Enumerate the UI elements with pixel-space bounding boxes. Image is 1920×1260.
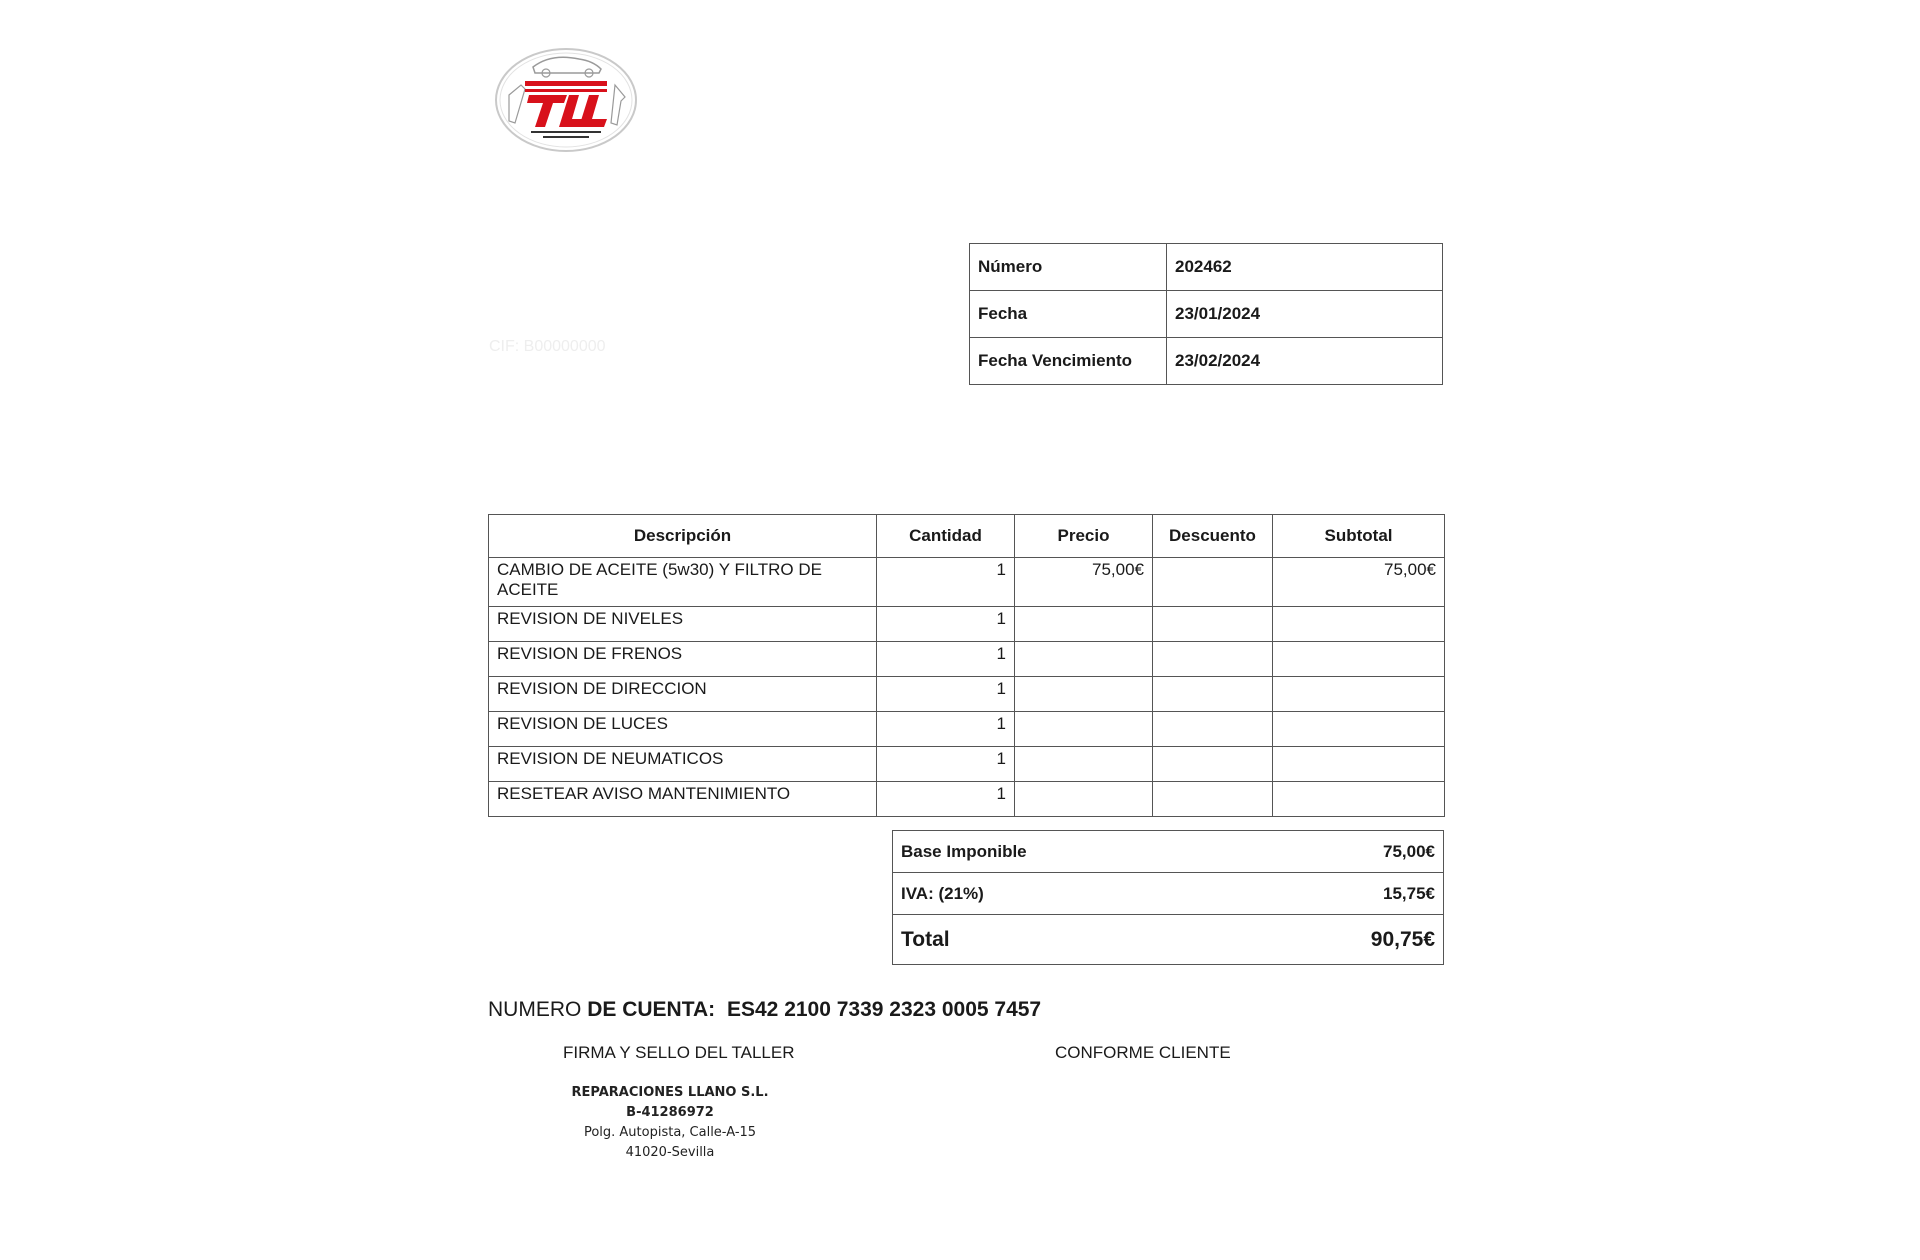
item-subtotal <box>1273 782 1445 817</box>
item-subtotal <box>1273 677 1445 712</box>
stamp-postal-city: 41020-Sevilla <box>625 1145 715 1160</box>
item-quantity: 1 <box>877 558 1015 607</box>
item-price <box>1015 642 1153 677</box>
account-label: DE CUENTA: <box>587 998 716 1021</box>
item-description: REVISION DE NIVELES <box>489 607 877 642</box>
col-header-description: Descripción <box>489 515 877 558</box>
item-discount <box>1153 712 1273 747</box>
item-price: 75,00€ <box>1015 558 1153 607</box>
col-header-discount: Descuento <box>1153 515 1273 558</box>
table-row <box>489 558 1445 607</box>
table-row <box>489 677 1445 712</box>
item-subtotal <box>1273 712 1445 747</box>
item-description: REVISION DE FRENOS <box>489 642 877 677</box>
item-description: REVISION DE NEUMATICOS <box>489 747 877 782</box>
item-subtotal <box>1273 747 1445 782</box>
table-row <box>489 642 1445 677</box>
company-stamp <box>570 1083 770 1163</box>
meta-row-date <box>970 291 1443 338</box>
item-quantity: 1 <box>877 782 1015 817</box>
total-label: Total <box>893 915 1310 965</box>
item-quantity: 1 <box>877 677 1015 712</box>
item-price <box>1015 607 1153 642</box>
totals-row-iva <box>893 873 1444 915</box>
bank-account-line <box>488 998 1041 1022</box>
item-subtotal <box>1273 607 1445 642</box>
item-quantity: 1 <box>877 642 1015 677</box>
item-price <box>1015 677 1153 712</box>
table-row <box>489 607 1445 642</box>
item-discount <box>1153 642 1273 677</box>
meta-label: Fecha <box>970 291 1167 338</box>
meta-label: Número <box>970 244 1167 291</box>
iva-value: 15,75€ <box>1309 873 1444 915</box>
col-header-quantity: Cantidad <box>877 515 1015 558</box>
col-header-price: Precio <box>1015 515 1153 558</box>
invoice-date: 23/01/2024 <box>1167 291 1443 338</box>
meta-label: Fecha Vencimiento <box>970 338 1167 385</box>
line-items-table <box>488 514 1445 817</box>
base-value: 75,00€ <box>1309 831 1444 873</box>
item-price <box>1015 747 1153 782</box>
item-quantity: 1 <box>877 712 1015 747</box>
invoice-due-date: 23/02/2024 <box>1167 338 1443 385</box>
faded-tax-id: CIF: B00000000 <box>489 338 606 355</box>
table-row <box>489 782 1445 817</box>
company-logo <box>491 45 641 155</box>
base-label: Base Imponible <box>893 831 1310 873</box>
iva-label: IVA: (21%) <box>893 873 1310 915</box>
item-description: RESETEAR AVISO MANTENIMIENTO <box>489 782 877 817</box>
item-description: REVISION DE LUCES <box>489 712 877 747</box>
meta-row-number <box>970 244 1443 291</box>
item-discount <box>1153 782 1273 817</box>
item-discount <box>1153 677 1273 712</box>
customer-signature-label: CONFORME CLIENTE <box>1055 1043 1231 1062</box>
item-description: REVISION DE DIRECCION <box>489 677 877 712</box>
item-discount <box>1153 747 1273 782</box>
table-row <box>489 747 1445 782</box>
item-description: CAMBIO DE ACEITE (5w30) Y FILTRO DE ACEITE <box>489 558 877 607</box>
item-quantity: 1 <box>877 607 1015 642</box>
invoice-number: 202462 <box>1167 244 1443 291</box>
total-value: 90,75€ <box>1309 915 1444 965</box>
totals-table <box>892 830 1444 965</box>
item-subtotal: 75,00€ <box>1273 558 1445 607</box>
col-header-subtotal: Subtotal <box>1273 515 1445 558</box>
item-discount <box>1153 558 1273 607</box>
stamp-company-name: REPARACIONES LLANO S.L. <box>571 1085 769 1100</box>
item-quantity: 1 <box>877 747 1015 782</box>
item-discount <box>1153 607 1273 642</box>
account-prefix: NUMERO <box>488 998 582 1021</box>
totals-row-total <box>893 915 1444 965</box>
item-price <box>1015 712 1153 747</box>
totals-row-base <box>893 831 1444 873</box>
item-price <box>1015 782 1153 817</box>
workshop-signature-label: FIRMA Y SELLO DEL TALLER <box>563 1043 795 1062</box>
table-header-row <box>489 515 1445 558</box>
meta-row-due-date <box>970 338 1443 385</box>
account-number: ES42 2100 7339 2323 0005 7457 <box>726 998 1042 1021</box>
stamp-tax-id: B-41286972 <box>626 1105 714 1120</box>
invoice-meta-table <box>969 243 1443 385</box>
stamp-address: Polg. Autopista, Calle-A-15 <box>583 1125 757 1140</box>
table-row <box>489 712 1445 747</box>
item-subtotal <box>1273 642 1445 677</box>
